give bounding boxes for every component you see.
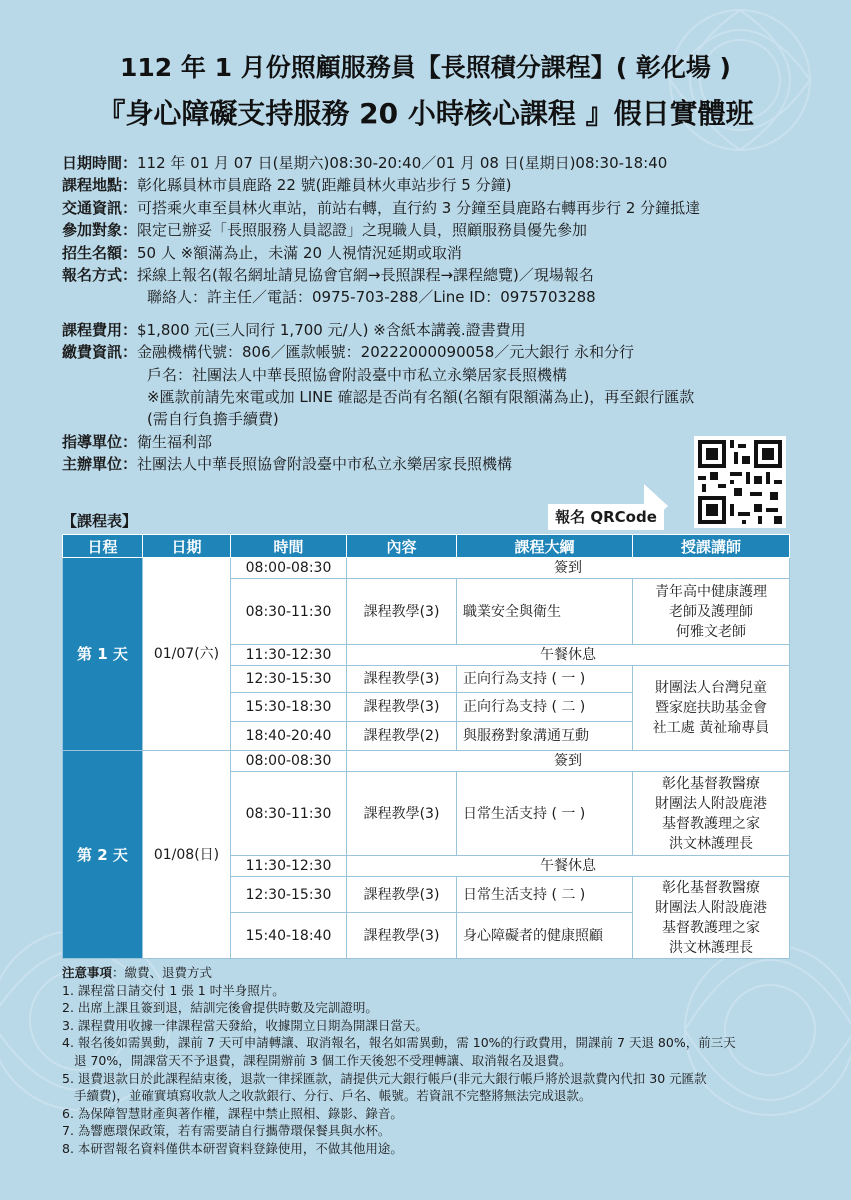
row-time: 08:30-11:30 bbox=[231, 579, 347, 645]
row-time: 15:30-18:30 bbox=[231, 693, 347, 722]
day-label: 第 1 天 bbox=[63, 558, 143, 751]
header-time: 時間 bbox=[231, 535, 347, 558]
info-account-name: 戶名：社團法人中華長照協會附設臺中市私立永樂居家長照機構 bbox=[147, 365, 568, 384]
row-event: 簽到 bbox=[347, 558, 790, 579]
note-item: 退 70%，開課當天不予退費，課程開辦前 3 個工作天後恕不受理轉讓、取消報名及退費。 bbox=[74, 1052, 572, 1068]
row-time: 12:30-15:30 bbox=[231, 877, 347, 913]
title-line-1: 112 年 1 月份照顧服務員【長照積分課程】( 彰化場 ) bbox=[120, 53, 731, 82]
note-item: 5. 退費退款日於此課程結束後，退款一律採匯款，請提供元大銀行帳戶(非元大銀行帳戶將於退款費內代扣 30 元匯款 bbox=[62, 1070, 707, 1086]
info-row-organizer: 主辦單位： 社團法人中華長照協會附設臺中市私立永樂居家長照機構 bbox=[62, 455, 513, 474]
row-time: 11:30-12:30 bbox=[231, 645, 347, 666]
row-time: 08:30-11:30 bbox=[231, 772, 347, 856]
note-item: 手續費)，並確實填寫收款人之收款銀行、分行、戶名、帳號。若資訊不完整將無法完成退款。 bbox=[74, 1088, 592, 1104]
note-item: 6. 為保障智慧財產與著作權，課程中禁止照相、錄影、錄音。 bbox=[62, 1105, 403, 1121]
row-content: 課程教學(2) bbox=[347, 722, 457, 751]
info-contact: 聯絡人：許主任／電話：0975-703-288／Line ID：0975703288 bbox=[147, 288, 596, 307]
row-time: 08:00-08:30 bbox=[231, 558, 347, 579]
row-event: 簽到 bbox=[347, 751, 790, 772]
notes-heading: 注意事項：繳費、退費方式 bbox=[62, 965, 213, 980]
day-label: 第 2 天 bbox=[63, 751, 143, 959]
row-teacher: 青年高中健康護理 老師及護理師 何雅文老師 bbox=[633, 579, 790, 645]
table-row bbox=[63, 558, 790, 579]
info-row-supervisor: 指導單位： 衛生福利部 bbox=[62, 432, 213, 451]
header-content: 內容 bbox=[347, 535, 457, 558]
info-row-registration: 報名方式： 採線上報名(報名網址請見協會官網→長照課程→課程總覽)／現場報名 bbox=[62, 266, 594, 285]
row-time: 18:40-20:40 bbox=[231, 722, 347, 751]
note-item: 1. 課程當日請交付 1 張 1 吋半身照片。 bbox=[62, 982, 285, 998]
note-item: 8. 本研習報名資料僅供本研習資料登錄使用，不做其他用途。 bbox=[62, 1140, 403, 1156]
row-time: 08:00-08:30 bbox=[231, 751, 347, 772]
info-row-datetime: 日期時間： 112 年 01 月 07 日(星期六)08:30-20:40／01 月 08 日(星期日)08:30-18:40 bbox=[62, 154, 668, 172]
row-content: 課程教學(3) bbox=[347, 693, 457, 722]
row-content: 課程教學(3) bbox=[347, 666, 457, 693]
row-teacher: 彰化基督教醫療 財團法人附設鹿港 基督教護理之家 洪文林護理長 bbox=[633, 877, 790, 959]
row-content: 課程教學(3) bbox=[347, 579, 457, 645]
header-day: 日程 bbox=[63, 535, 143, 558]
course-schedule-table bbox=[62, 534, 790, 959]
info-row-location: 課程地點： 彰化縣員林市員鹿路 22 號(距離員林火車站步行 5 分鐘) bbox=[62, 176, 512, 195]
course-info bbox=[62, 152, 802, 476]
row-event: 午餐休息 bbox=[347, 645, 790, 666]
row-outline: 與服務對象溝通互動 bbox=[457, 722, 633, 751]
row-content: 課程教學(3) bbox=[347, 772, 457, 856]
table-header-row bbox=[63, 535, 790, 558]
title-line-2: 『身心障礙支持服務 20 小時核心課程 』假日實體班 bbox=[97, 97, 754, 130]
info-row-transport: 交通資訊： 可搭乘火車至員林火車站，前站右轉，直行約 3 分鐘至員鹿路右轉再步行 2 分鐘抵達 bbox=[62, 198, 701, 217]
row-teacher: 財團法人台灣兒童 暨家庭扶助基金會 社工處 黃祉瑜專員 bbox=[633, 666, 790, 751]
row-time: 15:40-18:40 bbox=[231, 913, 347, 959]
note-item: 3. 課程費用收據一律課程當天發給，收據開立日期為開課日當天。 bbox=[62, 1017, 428, 1033]
row-time: 12:30-15:30 bbox=[231, 666, 347, 693]
row-outline: 正向行為支持 ( 一 ) bbox=[457, 666, 633, 693]
row-outline: 日常生活支持 ( 二 ) bbox=[457, 877, 633, 913]
note-item: 2. 出席上課且簽到退，結訓完後會提供時數及完訓證明。 bbox=[62, 1000, 378, 1016]
header-date: 日期 bbox=[143, 535, 231, 558]
info-row-quota: 招生名額： 50 人 ※額滿為止，未滿 20 人視情況延期或取消 bbox=[62, 243, 462, 262]
info-fee-note: (需自行負擔手續費) bbox=[147, 410, 279, 429]
note-item: 4. 報名後如需異動，課前 7 天可申請轉讓、取消報名，報名如需異動，需 10%的行政費用，開課前 7 天退 80%，前三天 bbox=[62, 1035, 736, 1051]
row-outline: 職業安全與衛生 bbox=[457, 579, 633, 645]
notes-section bbox=[62, 964, 797, 1158]
row-outline: 正向行為支持 ( 二 ) bbox=[457, 693, 633, 722]
row-teacher: 彰化基督教醫療 財團法人附設鹿港 基督教護理之家 洪文林護理長 bbox=[633, 772, 790, 856]
row-content: 課程教學(3) bbox=[347, 913, 457, 959]
info-row-audience: 參加對象： 限定已辦妥「長照服務人員認證」之現職人員，照顧服務員優先參加 bbox=[62, 221, 588, 240]
schedule-label: 【課程表】 bbox=[62, 512, 138, 530]
header-teacher: 授課講師 bbox=[633, 535, 790, 558]
day-date: 01/07(六) bbox=[143, 558, 231, 751]
row-time: 11:30-12:30 bbox=[231, 856, 347, 877]
info-row-fee: 課程費用： $1,800 元(三人同行 1,700 元/人) ※含紙本講義.證書費用 bbox=[62, 320, 526, 339]
row-outline: 身心障礙者的健康照顧 bbox=[457, 913, 633, 959]
header-outline: 課程大綱 bbox=[457, 535, 633, 558]
info-row-payment: 繳費資訊： 金融機構代號：806／匯款帳號：20222000090058／元大銀行 永和分行 bbox=[62, 343, 635, 362]
day-date: 01/08(日) bbox=[143, 751, 231, 959]
table-row bbox=[63, 751, 790, 772]
registration-qr-code[interactable] bbox=[694, 436, 786, 528]
row-outline: 日常生活支持 ( 一 ) bbox=[457, 772, 633, 856]
note-item: 7. 為響應環保政策，若有需要請自行攜帶環保餐具與水杯。 bbox=[62, 1123, 391, 1139]
info-payment-note: ※匯款前請先來電或加 LINE 確認是否尚有名額(名額有限額滿為止)，再至銀行匯款 bbox=[147, 388, 695, 407]
row-event: 午餐休息 bbox=[347, 856, 790, 877]
row-content: 課程教學(3) bbox=[347, 877, 457, 913]
qr-label: 報名 QRCode bbox=[548, 504, 664, 530]
